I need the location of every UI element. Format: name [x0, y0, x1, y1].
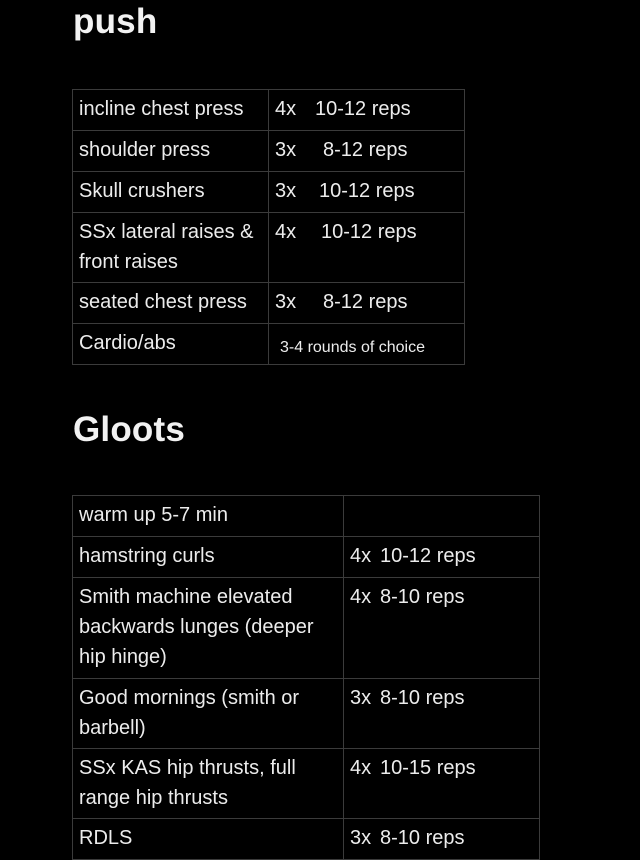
- sets: 4x: [350, 757, 372, 779]
- sets: 4x: [275, 98, 297, 120]
- reps: 8-10 reps: [380, 827, 465, 849]
- exercise-cell: RDLS: [73, 819, 344, 860]
- reps: 8-10 reps: [380, 687, 465, 709]
- table-row: [73, 172, 465, 213]
- sets: 3x: [350, 827, 372, 849]
- exercise-cell: warm up 5-7 min: [73, 496, 344, 537]
- exercise-cell: hamstring curls: [73, 537, 344, 578]
- exercise-cell: incline chest press: [73, 90, 269, 131]
- reps: 10-15 reps: [380, 757, 476, 779]
- table-row: [73, 213, 465, 283]
- sets: 3x: [350, 687, 372, 709]
- reps: 8-12 reps: [323, 291, 408, 313]
- gloots-table: [72, 495, 540, 860]
- sets: 4x: [350, 545, 372, 567]
- sets-reps-cell: [269, 283, 465, 324]
- table-row: [73, 496, 540, 537]
- sets-reps-cell: [269, 213, 465, 283]
- exercise-cell: SSx lateral raises & front raises: [73, 213, 269, 283]
- exercise-cell: Smith machine elevated backwards lunges (deeper hip hinge): [73, 578, 344, 679]
- reps: 10-12 reps: [319, 180, 415, 202]
- reps: 8-10 reps: [380, 586, 465, 608]
- push-table: [72, 89, 465, 365]
- table-row: [73, 324, 465, 365]
- table-row: [73, 679, 540, 749]
- reps: 10-12 reps: [315, 98, 411, 120]
- table-row: [73, 819, 540, 860]
- exercise-cell: Good mornings (smith or barbell): [73, 679, 344, 749]
- exercise-cell: shoulder press: [73, 131, 269, 172]
- reps: 8-12 reps: [323, 139, 408, 161]
- push-heading: push: [73, 2, 158, 41]
- gloots-heading: Gloots: [73, 410, 186, 449]
- exercise-cell: seated chest press: [73, 283, 269, 324]
- sets: 3x: [275, 139, 297, 161]
- sets-reps-cell: [344, 537, 540, 578]
- sets-reps-cell: [344, 679, 540, 749]
- sets: 3x: [275, 291, 297, 313]
- sets: 3x: [275, 180, 297, 202]
- sets: 4x: [350, 586, 372, 608]
- sets-reps-cell: [344, 496, 540, 537]
- sets-reps-cell: [344, 749, 540, 819]
- sets-reps-cell: [269, 131, 465, 172]
- sets-reps-cell: [344, 819, 540, 860]
- exercise-cell: Skull crushers: [73, 172, 269, 213]
- table-row: [73, 578, 540, 679]
- detail-cell: 3-4 rounds of choice: [269, 324, 465, 365]
- exercise-cell: SSx KAS hip thrusts, full range hip thrusts: [73, 749, 344, 819]
- table-row: [73, 283, 465, 324]
- table-row: [73, 749, 540, 819]
- sets-reps-cell: [269, 90, 465, 131]
- exercise-cell: Cardio/abs: [73, 324, 269, 365]
- table-row: [73, 537, 540, 578]
- sets: 4x: [275, 221, 297, 243]
- sets-reps-cell: [269, 172, 465, 213]
- reps: 10-12 reps: [380, 545, 476, 567]
- sets-reps-cell: [344, 578, 540, 679]
- table-row: [73, 90, 465, 131]
- reps: 10-12 reps: [321, 221, 417, 243]
- table-row: [73, 131, 465, 172]
